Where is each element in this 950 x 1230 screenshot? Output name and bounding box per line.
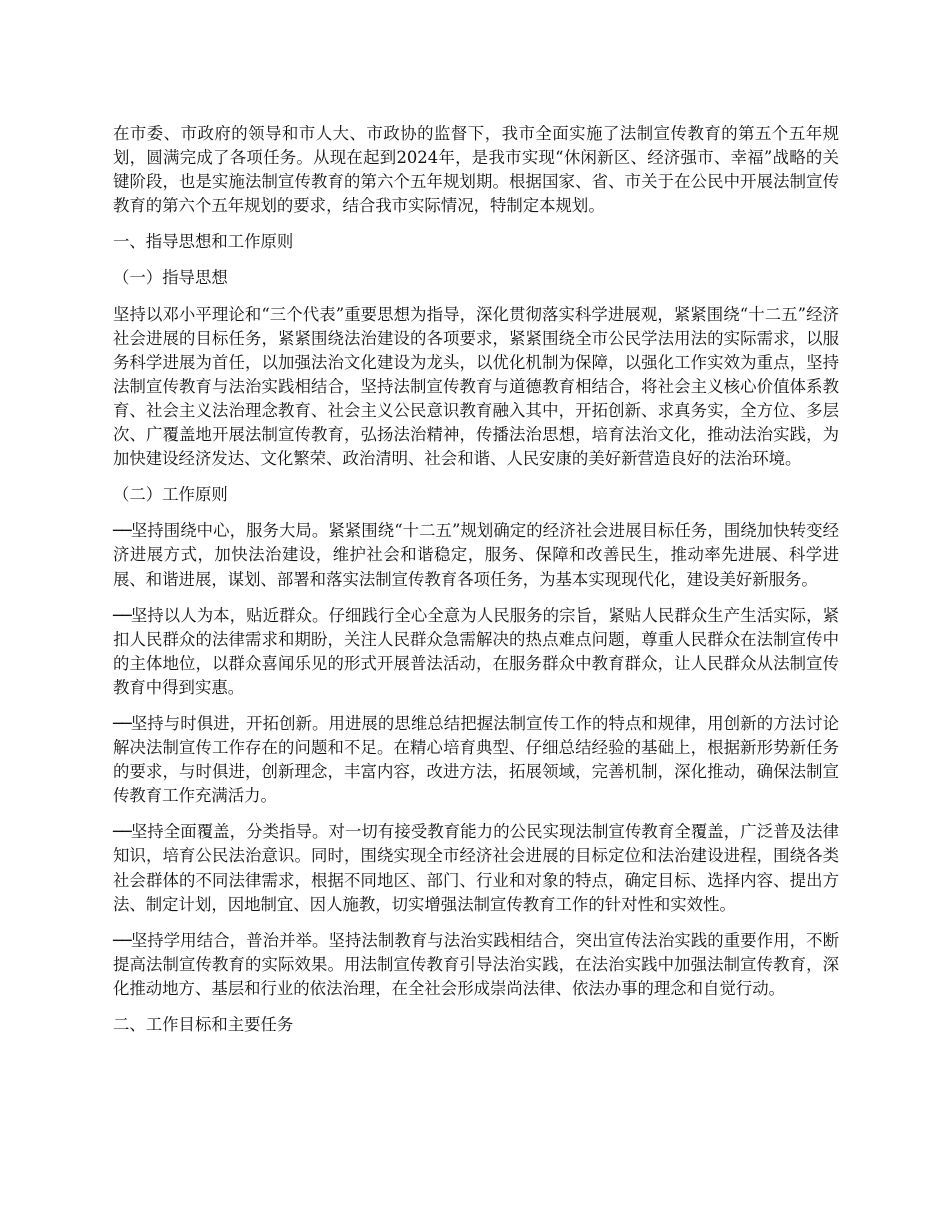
- principle-paragraph: [113, 604, 839, 700]
- dash-marker: ──: [113, 521, 131, 541]
- section-heading-2: 二、工作目标和主要任务: [113, 1015, 294, 1034]
- subsection-heading-guiding-thought: （一）指导思想: [113, 268, 228, 288]
- principle-paragraph: [113, 712, 839, 808]
- section-heading-1: 一、指导思想和工作原则: [113, 232, 294, 252]
- principle-paragraph: [113, 929, 839, 1001]
- principle-text: 坚持与时俱进，开拓创新。用进展的思维总结把握法制宣传工作的特点和规律，用创新的方法讨论解决法制宣传工作存在的问题和不足。在精心培育典型、仔细总结经验的基础上，根据新形势新任务的要求，与时俱进，创新理念，丰富内容，改进方法，拓展领域，完善机制，深化推动，确保法制宣传教育工作充满活力。: [113, 713, 839, 806]
- principle-text: 坚持全面覆盖，分类指导。对一切有接受教育能力的公民实现法制宣传教育全覆盖，广泛普及法律知识，培育公民法治意识。同时，围绕实现全市经济社会进展的目标定位和法治建设进程，围绕各类社会群体的不同法律需求，根据不同地区、部门、行业和对象的特点，确定目标、选择内容、提出方法、制定计划，因地制宜、因人施教，切实增强法制宣传教育工作的针对性和实效性。: [113, 822, 839, 914]
- principle-text: 坚持围绕中心，服务大局。紧紧围绕“十二五”规划确定的经济社会进展目标任务，围绕加快转变经济进展方式，加快法治建设，维护社会和谐稳定，服务、保障和改善民生，推动率先进展、科学进展、和谐进展，谋划、部署和落实法制宣传教育各项任务，为基本实现现代化，建设美好新服务。: [113, 521, 839, 589]
- document-page: [113, 122, 839, 1049]
- intro-paragraph: 在市委、市政府的领导和市人大、市政协的监督下，我市全面实施了法制宣传教育的第五个五年规划，圆满完成了各项任务。从现在起到2024年，是我市实现“休闲新区、经济强市、幸福”战略的关键阶段，也是实施法制宣传教育的第六个五年规划期。根据国家、省、市关于在公民中开展法制宣传教育的第六个五年规划的要求，结合我市实际情况，特制定本规划。: [113, 124, 839, 216]
- principle-text: 坚持以人为本，贴近群众。仔细践行全心全意为人民服务的宗旨，紧贴人民群众生产生活实际，紧扣人民群众的法律需求和期盼，关注人民群众急需解决的热点难点问题，尊重人民群众在法制宣传中的主体地位，以群众喜闻乐见的形式开展普法活动，在服务群众中教育群众，让人民群众从法制宣传教育中得到实惠。: [113, 605, 839, 697]
- subsection-heading-work-principles: （二）工作原则: [113, 485, 228, 505]
- dash-marker: ──: [113, 605, 131, 625]
- principle-paragraph: [113, 519, 839, 591]
- dash-marker: ──: [113, 822, 131, 842]
- dash-marker: ──: [113, 713, 131, 733]
- dash-marker: ──: [113, 930, 131, 950]
- guiding-thought-paragraph: 坚持以邓小平理论和“三个代表”重要思想为指导，深化贯彻落实科学进展观，紧紧围绕“十二五”经济社会进展的目标任务，紧紧围绕法治建设的各项要求，紧紧围绕全市公民学法用法的实际需求，以服务科学进展为首任，以加强法治文化建设为龙头，以优化机制为保障，以强化工作实效为重点，坚持法制宣传教育与法治实践相结合，坚持法制宣传教育与道德教育相结合，将社会主义核心价值体系教育、社会主义法治理念教育、社会主义公民意识教育融入其中，开拓创新、求真务实，全方位、多层次、广覆盖地开展法制宣传教育，弘扬法治精神，传播法治思想，培育法治文化，推动法治实践，为加快建设经济发达、文化繁荣、政治清明、社会和谐、人民安康的美好新营造良好的法治环境。: [113, 304, 839, 469]
- principle-paragraph: [113, 820, 839, 916]
- principle-text: 坚持学用结合，普治并举。坚持法制教育与法治实践相结合，突出宣传法治实践的重要作用，不断提高法制宣传教育的实际效果。用法制宣传教育引导法治实践，在法治实践中加强法制宣传教育，深化推动地方、基层和行业的依法治理，在全社会形成崇尚法律、依法办事的理念和自觉行动。: [113, 930, 839, 998]
